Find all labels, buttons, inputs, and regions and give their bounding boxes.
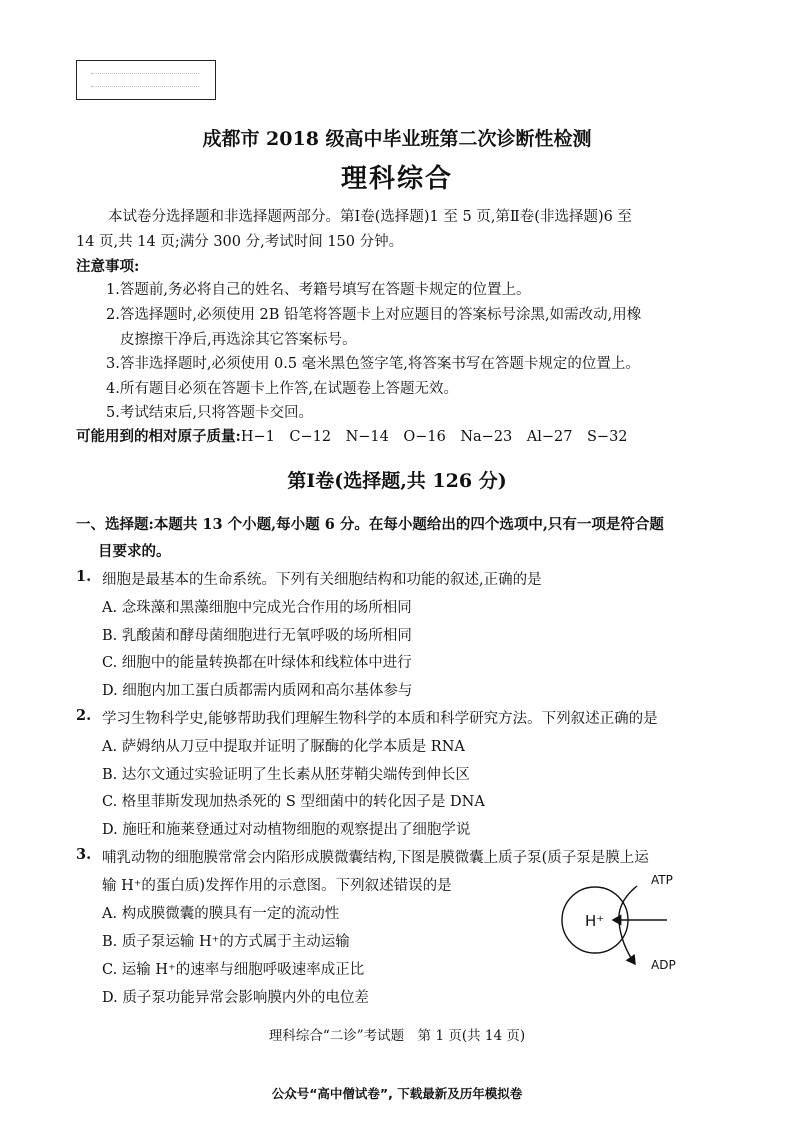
option: D. 施旺和施莱登通过对动植物细胞的观察提出了细胞学说 bbox=[102, 822, 471, 838]
option: C. 运输 H⁺的速率与细胞呼吸速率成正比 bbox=[102, 962, 365, 978]
exam-id-scribble bbox=[91, 73, 199, 87]
watermark-notice: 公众号“高中僧试卷”, 下载最新及历年模拟卷 bbox=[271, 1086, 523, 1101]
intro-line-2: 14 页,共 14 页;满分 300 分,考试时间 150 分钟。 bbox=[76, 234, 404, 250]
option: B. 乳酸菌和酵母菌细胞进行无氧呼吸的场所相同 bbox=[102, 628, 412, 644]
atomic-mass-line bbox=[76, 425, 628, 446]
option: B. 达尔文通过实验证明了生长素从胚芽鞘尖端传到伸长区 bbox=[102, 767, 470, 783]
adp-label: ADP bbox=[651, 958, 676, 972]
notes-heading: 注意事项: bbox=[76, 258, 140, 275]
intro-line-1: 本试卷分选择题和非选择题两部分。第Ⅰ卷(选择题)1 至 5 页,第Ⅱ卷(非选择题)6 至 bbox=[108, 209, 632, 225]
option: C. 格里菲斯发现加热杀死的 S 型细菌中的转化因子是 DNA bbox=[102, 794, 485, 810]
option: A. 念珠藻和黑藻细胞中完成光合作用的场所相同 bbox=[102, 600, 412, 616]
option: D. 细胞内加工蛋白质都需内质网和高尔基体参与 bbox=[102, 683, 413, 699]
subject-title: 理科综合 bbox=[340, 164, 453, 194]
exam-id-box bbox=[76, 60, 216, 100]
exam-title: 成都市 2018 级高中毕业班第二次诊断性检测 bbox=[202, 128, 592, 150]
question-number: 3. bbox=[76, 846, 92, 863]
note-item: 1.答题前,务必将自己的姓名、考籍号填写在答题卡规定的位置上。 bbox=[106, 282, 531, 298]
note-item: 3.答非选择题时,必须使用 0.5 毫米黑色签字笔,将答案书写在答题卡规定的位置上。 bbox=[106, 356, 640, 372]
option: D. 质子泵功能异常会影响膜内外的电位差 bbox=[102, 990, 369, 1006]
note-item: 4.所有题目必须在答题卡上作答,在试题卷上答题无效。 bbox=[106, 381, 458, 397]
note-item: 2.答选择题时,必须使用 2B 铅笔将答题卡上对应题目的答案标号涂黑,如需改动,用橡 bbox=[106, 307, 642, 323]
section-instruction-1: 一、选择题:本题共 13 个小题,每小题 6 分。在每小题给出的四个选项中,只有一项是符合题 bbox=[76, 516, 664, 533]
note-item: 5.考试结束后,只将答题卡交回。 bbox=[106, 405, 313, 421]
section-instruction-2: 目要求的。 bbox=[98, 543, 171, 560]
question-stem: 学习生物科学史,能够帮助我们理解生物科学的本质和科学研究方法。下列叙述正确的是 bbox=[102, 711, 658, 727]
question-number: 1. bbox=[76, 568, 92, 585]
question-number: 2. bbox=[76, 707, 92, 724]
question-stem-continued: 输 H⁺的蛋白质)发挥作用的示意图。下列叙述错误的是 bbox=[102, 878, 452, 894]
atp-label: ATP bbox=[651, 873, 673, 887]
section-title: 第Ⅰ卷(选择题,共 126 分) bbox=[287, 470, 507, 492]
note-item: 皮擦擦干净后,再选涂其它答案标号。 bbox=[120, 332, 357, 348]
option: B. 质子泵运输 H⁺的方式属于主动运输 bbox=[102, 934, 350, 950]
option: A. 构成膜微囊的膜具有一定的流动性 bbox=[102, 906, 340, 922]
question-stem: 哺乳动物的细胞膜常常会内陷形成膜微囊结构,下图是膜微囊上质子泵(质子泵是膜上运 bbox=[102, 850, 649, 866]
atomic-mass-values: H−1 C−12 N−14 O−16 Na−23 Al−27 S−32 bbox=[240, 429, 628, 445]
option: C. 细胞中的能量转换都在叶绿体和线粒体中进行 bbox=[102, 655, 412, 671]
hydrogen-ion-label: H⁺ bbox=[585, 912, 605, 930]
page-footer: 理科综合“二诊”考试题 第 1 页(共 14 页) bbox=[268, 1028, 526, 1044]
atomic-mass-label: 可能用到的相对原子质量: bbox=[76, 428, 241, 445]
question-stem: 细胞是最基本的生命系统。下列有关细胞结构和功能的叙述,正确的是 bbox=[102, 572, 542, 588]
proton-pump-diagram bbox=[555, 868, 695, 978]
option: A. 萨姆纳从刀豆中提取并证明了脲酶的化学本质是 RNA bbox=[102, 739, 465, 755]
